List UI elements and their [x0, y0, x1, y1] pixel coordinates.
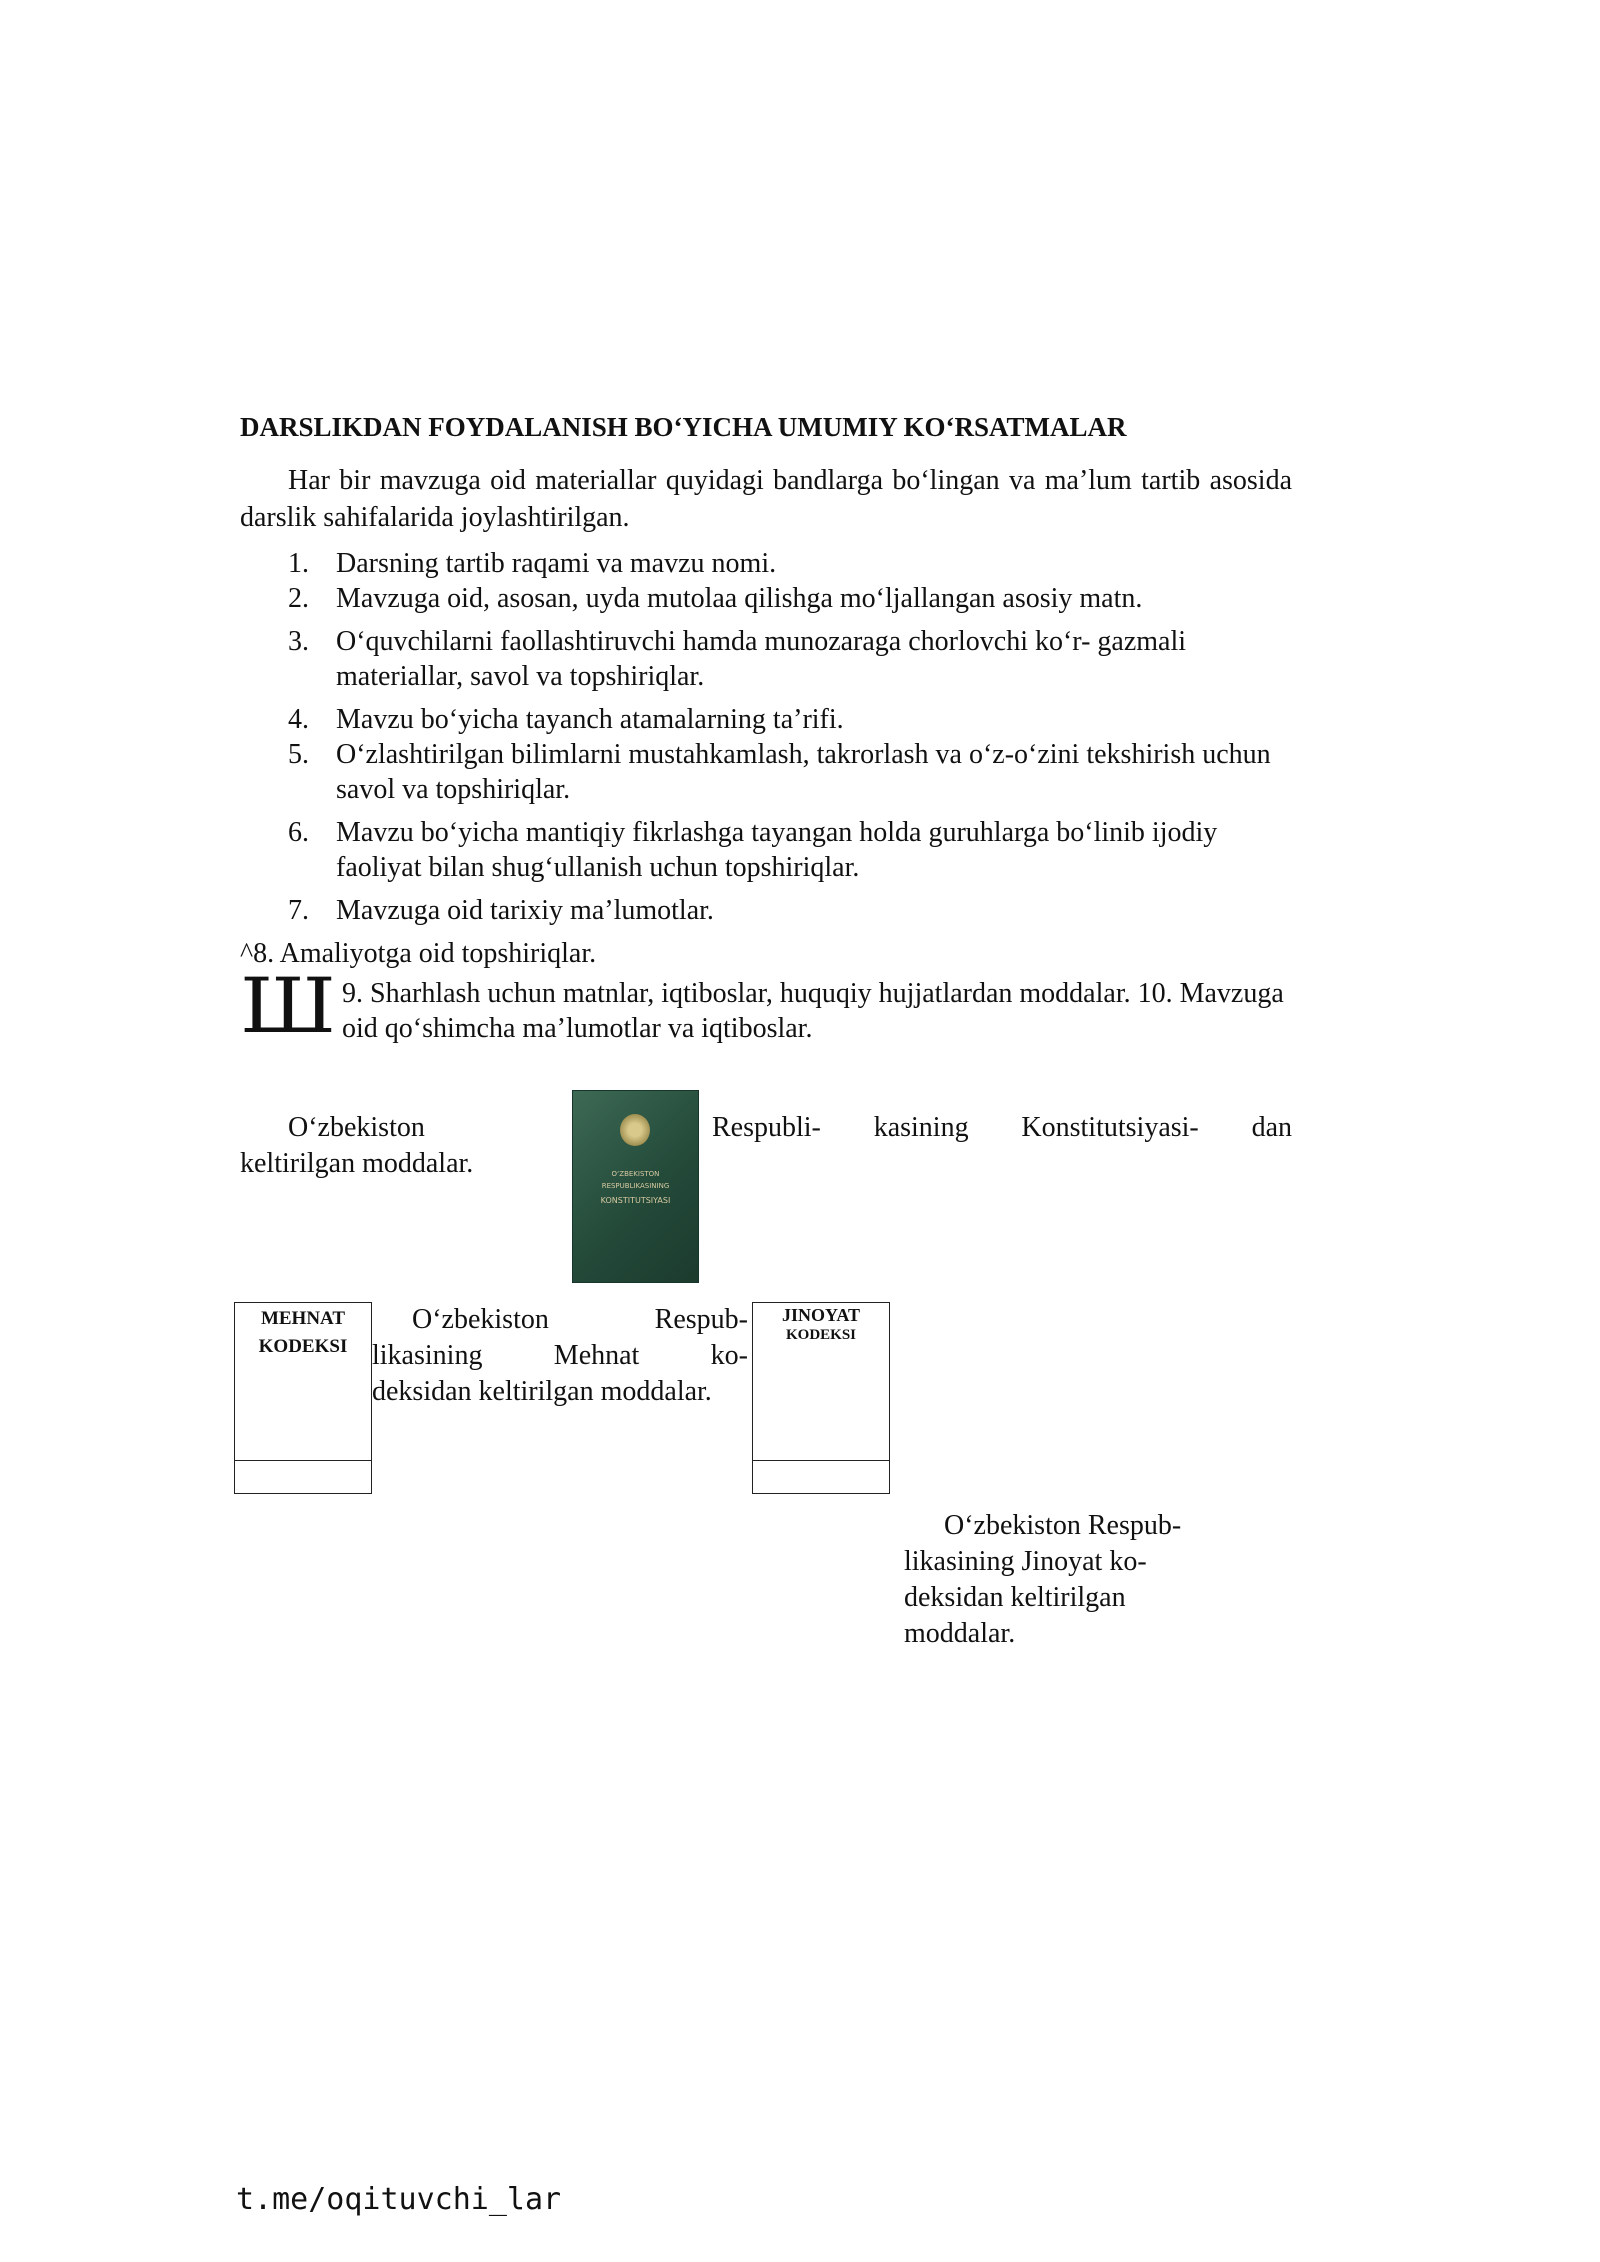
list-item	[288, 581, 1298, 616]
list-item	[288, 546, 1298, 581]
box-divider	[753, 1460, 889, 1461]
list-number: 4.	[288, 704, 309, 735]
labor-code-line	[372, 1338, 748, 1374]
list-text: Mavzu bo‘yicha tayanch atamalarning ta’rifi.	[336, 704, 844, 735]
criminal-code-label	[753, 1305, 889, 1345]
footer-link[interactable]: t.me/oqituvchi_lar	[236, 2182, 562, 2217]
content-list	[288, 546, 1298, 928]
constitution-line: keltirilgan moddalar.	[240, 1148, 474, 1179]
labor-code-label-line: MEHNAT	[260, 1308, 346, 1329]
criminal-code-line: deksidan keltirilgan	[904, 1582, 1126, 1613]
criminal-code-text	[904, 1508, 1214, 1652]
book-cover-text: RESPUBLIKASINING	[601, 1182, 670, 1190]
labor-code-label-line: KODEKSI	[258, 1336, 348, 1357]
list-item	[288, 624, 1298, 694]
constitution-line: O‘zbekiston	[288, 1112, 425, 1143]
constitution-text-left	[240, 1110, 560, 1182]
list-text: Mavzu bo‘yicha mantiqiy fikrlashga tayangan holda guruhlarga bo‘linib ijodiy faoliyat bilan shug‘ullanish uchun topshiriqlar.	[336, 817, 1218, 883]
criminal-code-label-line: KODEKSI	[785, 1327, 857, 1343]
intro-paragraph: Har bir mavzuga oid materiallar quyidagi bandlarga bo‘lingan va ma’lum tartib asosida darslik sahifalarida joylashtirilgan.	[240, 465, 1292, 533]
page-heading: DARSLIKDAN FOYDALANISH BO‘YICHA UMUMIY KO‘RSATMALAR	[240, 412, 1127, 442]
list-number: 6.	[288, 817, 309, 848]
labor-code-word: Mehnat	[553, 1340, 640, 1371]
criminal-code-book-placeholder	[752, 1302, 890, 1494]
labor-code-word: O‘zbekiston	[412, 1304, 549, 1335]
criminal-code-label-line: JINOYAT	[781, 1305, 861, 1325]
large-glyph-icon: Ш	[240, 961, 332, 1051]
labor-code-book-placeholder	[234, 1302, 372, 1494]
list-item-8: ^8. Amaliyotga oid topshiriqlar.	[240, 938, 597, 969]
list-number: 7.	[288, 895, 309, 926]
book-cover-text: KONSTITUTSIYASI	[600, 1196, 671, 1205]
book-cover-text: O‘ZBEKISTON	[611, 1170, 660, 1178]
list-number: 5.	[288, 739, 309, 770]
list-item	[288, 702, 1298, 737]
list-number: 2.	[288, 583, 309, 614]
list-number: 1.	[288, 548, 309, 579]
list-item	[288, 815, 1298, 885]
labor-code-line: deksidan keltirilgan moddalar.	[372, 1376, 712, 1407]
constitution-word: Respubli-	[712, 1112, 821, 1143]
criminal-code-line: likasining Jinoyat ko-	[904, 1546, 1147, 1577]
list-item	[288, 893, 1298, 928]
list-text: O‘zlashtirilgan bilimlarni mustahkamlash, takrorlash va o‘z-o‘zini tekshirish uchun savol va topshiriqlar.	[336, 739, 1271, 805]
labor-code-word: ko-	[710, 1340, 748, 1371]
labor-code-word: Respub-	[654, 1304, 748, 1335]
constitution-book-image	[572, 1090, 699, 1283]
criminal-code-line: moddalar.	[904, 1618, 1016, 1649]
labor-code-word: likasining	[372, 1340, 483, 1371]
constitution-word: kasining	[873, 1112, 969, 1143]
list-item-9-10: 9. Sharhlash uchun matnlar, iqtiboslar, huquqiy hujjatlardan moddalar. 10. Mavzuga oid qo‘shimcha ma’lumotlar va iqtiboslar.	[342, 978, 1284, 1044]
box-divider	[235, 1460, 371, 1461]
list-text: O‘quvchilarni faollashtiruvchi hamda munozaraga chorlovchi ko‘r- gazmali materiallar, savol va topshiriqlar.	[336, 626, 1187, 692]
constitution-word: dan	[1251, 1112, 1292, 1143]
criminal-code-line: O‘zbekiston Respub-	[944, 1510, 1182, 1541]
labor-code-label	[235, 1305, 371, 1361]
constitution-word: Konstitutsiyasi-	[1021, 1112, 1199, 1143]
list-text: Mavzuga oid tarixiy ma’lumotlar.	[336, 895, 714, 926]
labor-code-text	[372, 1302, 748, 1410]
list-text: Mavzuga oid, asosan, uyda mutolaa qilishga mo‘ljallangan asosiy matn.	[336, 583, 1143, 614]
list-text: Darsning tartib raqami va mavzu nomi.	[336, 548, 777, 579]
list-number: 3.	[288, 626, 309, 657]
list-item	[288, 737, 1298, 807]
constitution-text-right	[712, 1110, 1292, 1146]
state-emblem-icon	[620, 1114, 650, 1146]
labor-code-line	[372, 1302, 748, 1338]
